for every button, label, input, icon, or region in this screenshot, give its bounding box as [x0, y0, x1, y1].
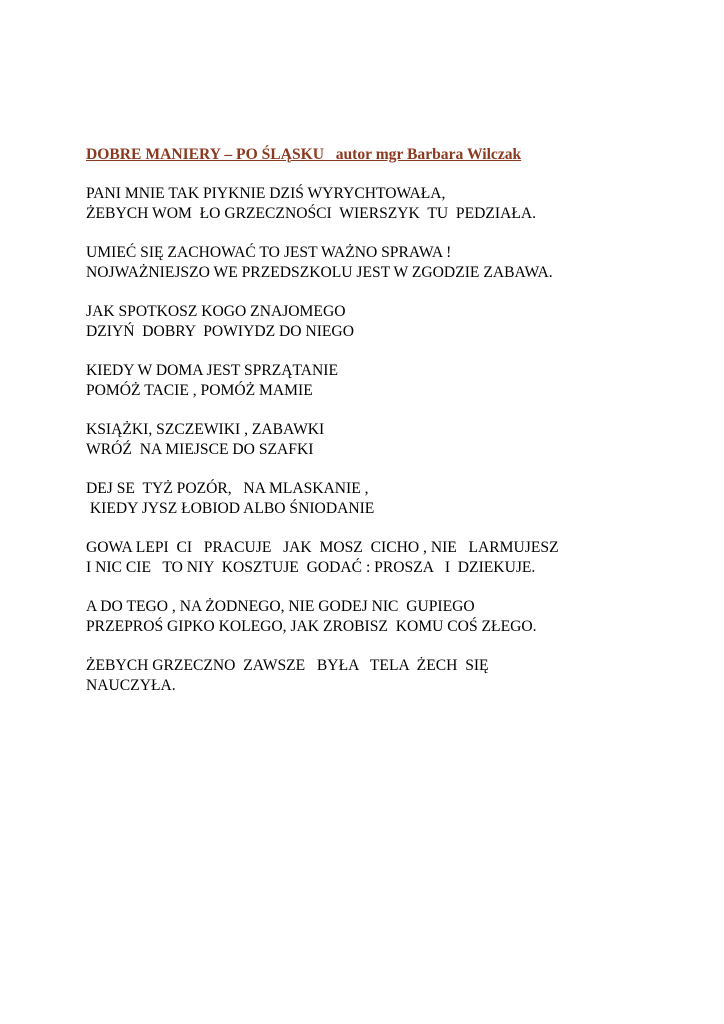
poem-line: DEJ SE TYŻ POZÓR, NA MLASKANIE , — [86, 480, 369, 497]
poem-line: I NIC CIE TO NIY KOSZTUJE GODAĆ : PROSZA I DZIEKUJE. — [86, 559, 536, 576]
poem-line: KIEDY W DOMA JEST SPRZĄTANIE — [86, 362, 339, 379]
poem-line: KSIĄŻKI, SZCZEWIKI , ZABAWKI — [86, 421, 325, 438]
stanza — [86, 243, 686, 283]
poem-line: UMIEĆ SIĘ ZACHOWAĆ TO JEST WAŻNO SPRAWA ! — [86, 244, 452, 261]
poem-line: NOJWAŻNIEJSZO WE PRZEDSZKOLU JEST W ZGODZIE ZABAWA. — [86, 264, 553, 281]
stanza — [86, 361, 686, 401]
poem-line: ŻEBYCH GRZECZNO ZAWSZE BYŁA TELA ŻECH SIĘ — [86, 657, 489, 674]
stanza — [86, 420, 686, 460]
stanza — [86, 184, 686, 224]
poem-line: POMÓŻ TACIE , POMÓŻ MAMIE — [86, 382, 313, 399]
stanza — [86, 656, 686, 696]
poem-title: DOBRE MANIERY – PO ŚLĄSKU autor mgr Barbara Wilczak — [86, 146, 522, 163]
poem-line: NAUCZYŁA. — [86, 677, 176, 694]
poem-line: PANI MNIE TAK PIYKNIE DZIŚ WYRYCHTOWAŁA, — [86, 185, 446, 202]
poem-body — [86, 145, 686, 715]
poem-line: GOWA LEPI CI PRACUJE JAK MOSZ CICHO , NIE LARMUJESZ — [86, 539, 559, 556]
poem-line: ŻEBYCH WOM ŁO GRZECZNOŚCI WIERSZYK TU PEDZIAŁA. — [86, 205, 537, 222]
stanza — [86, 538, 686, 578]
poem-line: JAK SPOTKOSZ KOGO ZNAJOMEGO — [86, 303, 346, 320]
poem-line: WRÓŹ NA MIEJSCE DO SZAFKI — [86, 441, 314, 458]
poem-line: KIEDY JYSZ ŁOBIOD ALBO ŚNIODANIE — [86, 500, 375, 517]
stanza — [86, 479, 686, 519]
poem-line: A DO TEGO , NA ŻODNEGO, NIE GODEJ NIC GUPIEGO — [86, 598, 475, 615]
stanza — [86, 597, 686, 637]
poem-line: PRZEPROŚ GIPKO KOLEGO, JAK ZROBISZ KOMU COŚ ZŁEGO. — [86, 618, 537, 635]
stanza — [86, 302, 686, 342]
poem-line: DZIYŃ DOBRY POWIYDZ DO NIEGO — [86, 323, 354, 340]
